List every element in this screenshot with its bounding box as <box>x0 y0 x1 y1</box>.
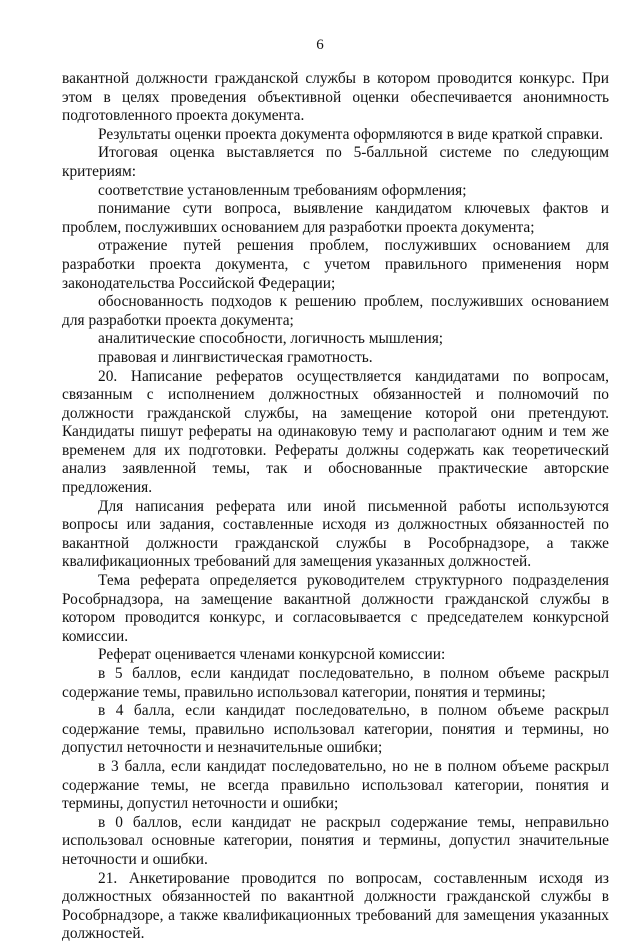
criterion-literacy: правовая и лингвистическая грамотность. <box>98 348 373 366</box>
document-body <box>62 70 609 944</box>
criterion-analytics: аналитические способности, логичность мышления; <box>98 330 444 348</box>
paragraph-final-score: Итоговая оценка выставляется по 5-балльной системе по следующим критериям: <box>62 144 609 180</box>
score-5: в 5 баллов, если кандидат последовательно, в полном объеме раскрыл содержание темы, правильно использовал категории, понятия и термины; <box>62 665 609 701</box>
score-4: в 4 балла, если кандидат последовательно, в полном объеме раскрыл содержание темы, правильно использовал категории, понятия и термины, но допустил неточности и незначительные ошибки; <box>62 702 609 757</box>
criterion-understanding: понимание сути вопроса, выявление кандидатом ключевых фактов и проблем, послуживших основанием для разработки проекта документа; <box>62 200 609 236</box>
criterion-approaches: обоснованность подходов к решению проблем, послуживших основанием для разработки проекта документа; <box>62 293 609 329</box>
score-0: в 0 баллов, если кандидат не раскрыл содержание темы, неправильно использовал основные категории, понятия и термины, допустил значительные неточности и ошибки. <box>62 813 609 868</box>
score-3: в 3 балла, если кандидат последовательно, но не в полном объеме раскрыл содержание темы, не всегда правильно использовал категории, понятия и термины, допустил неточности и ошибки; <box>62 757 609 813</box>
paragraph-continuation: вакантной должности гражданской службы в котором проводится конкурс. При этом в целях проведения объективной оценки обеспечивается анонимность подготовленного проекта документа. <box>62 70 609 125</box>
page-number: 6 <box>316 37 324 53</box>
paragraph-item-20: 20. Написание рефератов осуществляется кандидатами по вопросам, связанным с исполнением должностных обязанностей и полномочий по должности гражданской службы, на замещение которой они претендуют. Кандидаты пишут рефераты на одинаковую тему и располагают одним и тем же временем для их подготовки. Рефераты должны содержать как теоретический анализ заявленной темы, так и обоснованные практические авторские предложения. <box>62 367 609 497</box>
paragraph-essay-questions: Для написания реферата или иной письменной работы используются вопросы или задания, составленные исходя из должностных обязанностей по вакантной должности гражданской службы в Рособрнадзоре, а также квалификационных требований для замещения указанных должностей. <box>62 497 609 571</box>
paragraph-results: Результаты оценки проекта документа оформляются в виде краткой справки. <box>98 125 603 143</box>
paragraph-essay-topic: Тема реферата определяется руководителем структурного подразделения Рособрнадзора, на замещение вакантной должности гражданской службы в котором проводится конкурс, и согласовывается с председателем конкурсной комиссии. <box>62 572 609 645</box>
criterion-formatting: соответствие установленным требованиям оформления; <box>98 181 467 199</box>
criterion-solutions: отражение путей решения проблем, послуживших основанием для разработки проекта документа, с учетом правильного применения норм законодательства Российской Федерации; <box>62 237 609 292</box>
paragraph-item-21: 21. Анкетирование проводится по вопросам, составленным исходя из должностных обязанностей по вакантной должности гражданской службы в Рособрнадзоре, а также квалификационных требований для замещения указанных должностей. <box>62 869 609 943</box>
paragraph-essay-evaluation: Реферат оценивается членами конкурсной комиссии: <box>98 646 446 664</box>
